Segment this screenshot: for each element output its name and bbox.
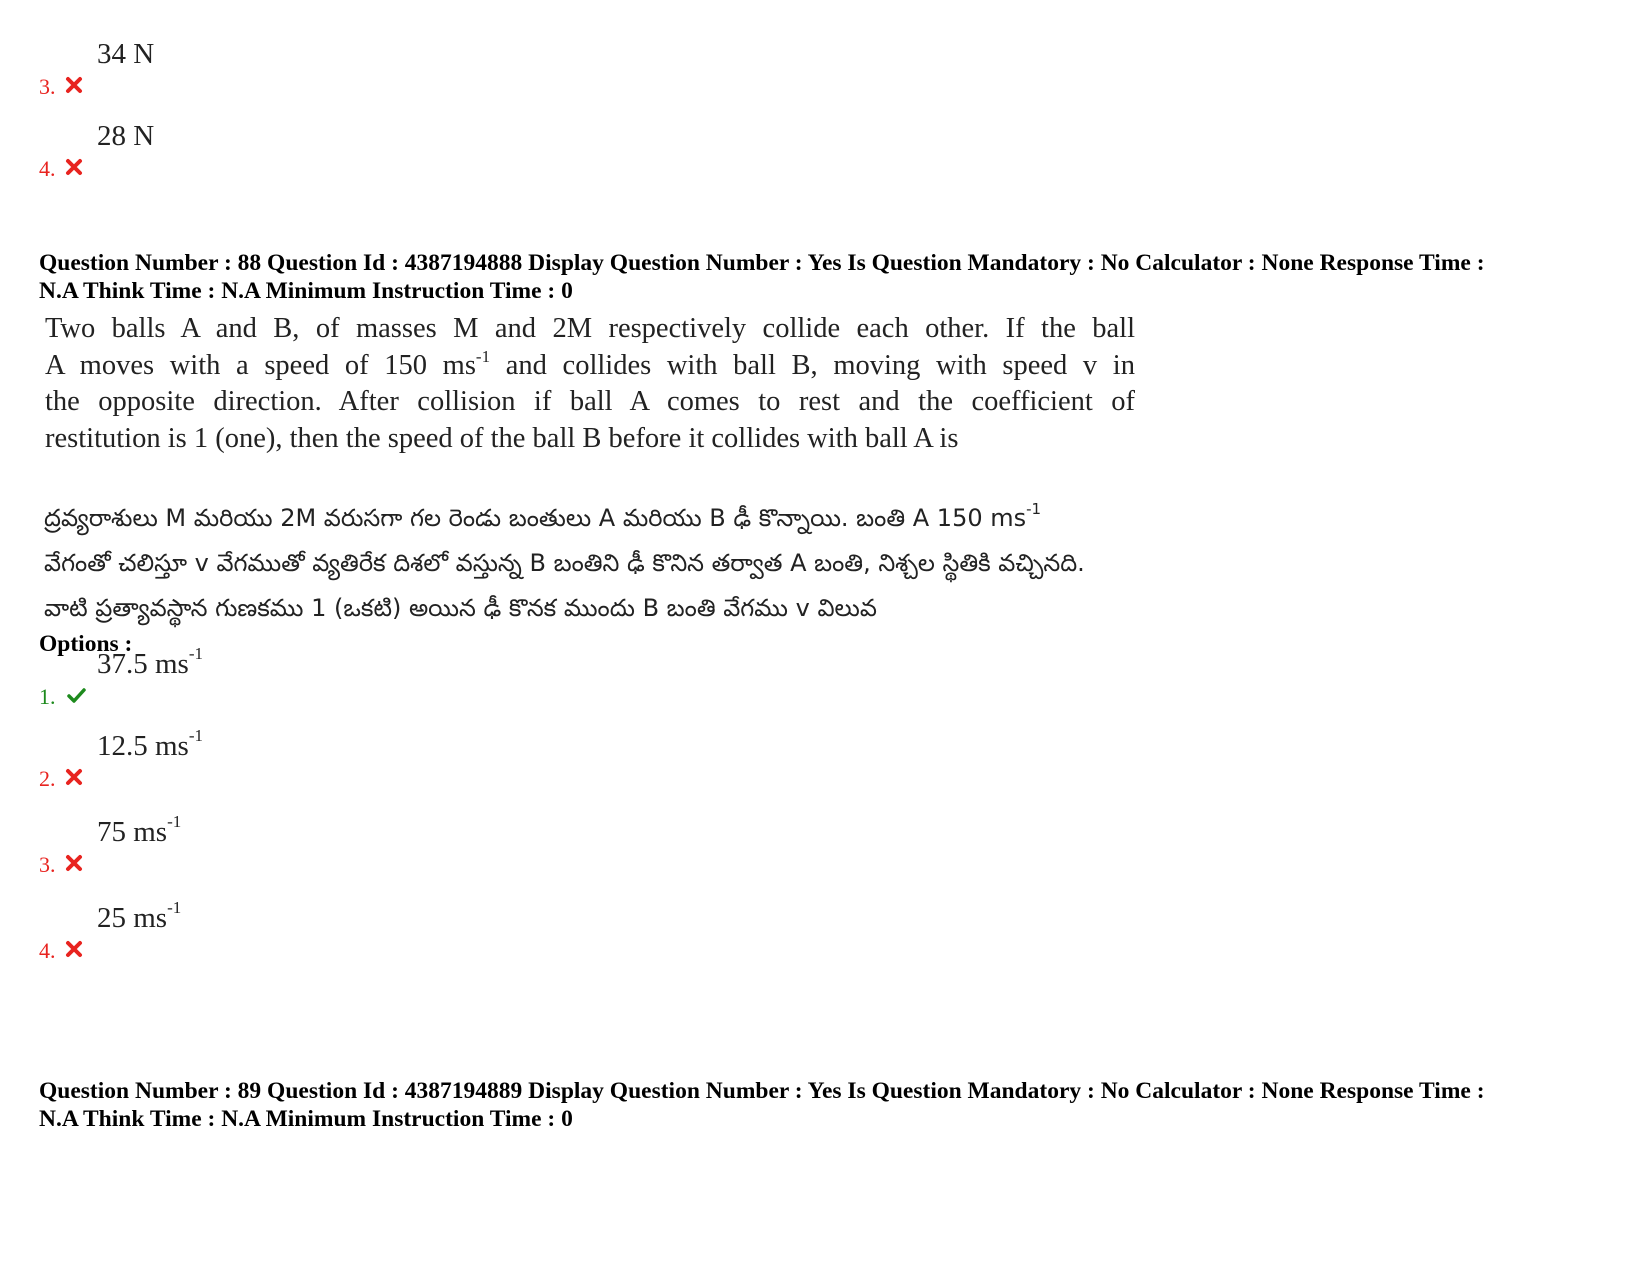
question-meta	[39, 1077, 1619, 1133]
question-meta	[39, 249, 1619, 305]
option-row	[39, 898, 439, 963]
superscript: -1	[188, 644, 204, 663]
question-line: the opposite direction. After collision if ball A comes to rest and the coefficient of	[45, 386, 1135, 417]
option-value-text: 12.5 ms	[97, 730, 189, 762]
option-value-text: 25 ms	[97, 902, 168, 934]
checkmark-icon	[65, 686, 87, 704]
option-value: 34 N	[97, 38, 155, 70]
option-number: 3.	[39, 852, 56, 877]
cross-icon	[65, 854, 83, 872]
option-row	[39, 812, 439, 877]
cross-icon	[65, 940, 83, 958]
option-number: 3.	[39, 74, 56, 99]
option-value	[97, 898, 182, 934]
superscript: -1	[167, 898, 182, 917]
option-number: 2.	[39, 766, 56, 791]
cross-icon	[65, 158, 83, 176]
question-meta-line: N.A Think Time : N.A Minimum Instruction Time : 0	[39, 1106, 573, 1132]
question-line: వాటి ప్రత్యావస్థాన గుణకము 1 (ఒకటి) అయిన ఢీ కొనక ముందు B బంతి వేగము v విలువ	[44, 594, 877, 622]
question-text-fragment: ద్రవ్యరాశులు M మరియు 2M వరుసగా గల రెండు బంతులు A మరియు B ఢీ కొన్నాయి. బంతి A 150 ms	[44, 504, 1027, 532]
option-number: 4.	[39, 938, 56, 963]
question-meta-line: N.A Think Time : N.A Minimum Instruction Time : 0	[39, 278, 573, 304]
question-meta-line: Question Number : 88 Question Id : 4387194888 Display Question Number : Yes Is Question Mandatory : No Calculator : None Response Time :	[39, 250, 1485, 276]
superscript: -1	[167, 812, 182, 831]
option-number: 4.	[39, 156, 56, 181]
option-value	[97, 812, 182, 848]
options-label: Options :	[39, 631, 133, 657]
option-row	[39, 120, 439, 180]
question-line	[45, 348, 1135, 385]
superscript: -1	[1026, 500, 1042, 518]
option-row	[39, 38, 439, 98]
option-number: 1.	[39, 684, 56, 709]
superscript: -1	[475, 346, 491, 366]
option-value	[97, 644, 204, 680]
question-line	[44, 496, 1164, 541]
question-meta-line: Question Number : 89 Question Id : 4387194889 Display Question Number : Yes Is Question Mandatory : No Calculator : None Response Time :	[39, 1078, 1485, 1104]
option-value: 28 N	[97, 120, 155, 152]
question-line: Two balls A and B, of masses M and 2M respectively collide each other. If the ball	[45, 313, 1135, 344]
option-value	[97, 726, 204, 762]
cross-icon	[65, 76, 83, 94]
question-text-english	[45, 311, 1135, 457]
option-value-text: 75 ms	[97, 816, 168, 848]
cross-icon	[65, 768, 83, 786]
question-text-fragment: and collides with ball B, moving with speed v in	[490, 349, 1135, 381]
question-line: restitution is 1 (one), then the speed of the ball B before it collides with ball A is	[45, 422, 959, 454]
option-value-text: 37.5 ms	[97, 648, 189, 680]
question-text-telugu	[44, 496, 1164, 631]
option-row	[39, 726, 439, 791]
question-text-fragment: A moves with a speed of 150 ms	[45, 349, 476, 381]
question-line: వేగంతో చలిస్తూ v వేగముతో వ్యతిరేక దిశలో వస్తున్న B బంతిని ఢీ కొనిన తర్వాత A బంతి, నిశ్చల స్థితికి వచ్చినది.	[44, 549, 1085, 577]
superscript: -1	[188, 726, 204, 745]
